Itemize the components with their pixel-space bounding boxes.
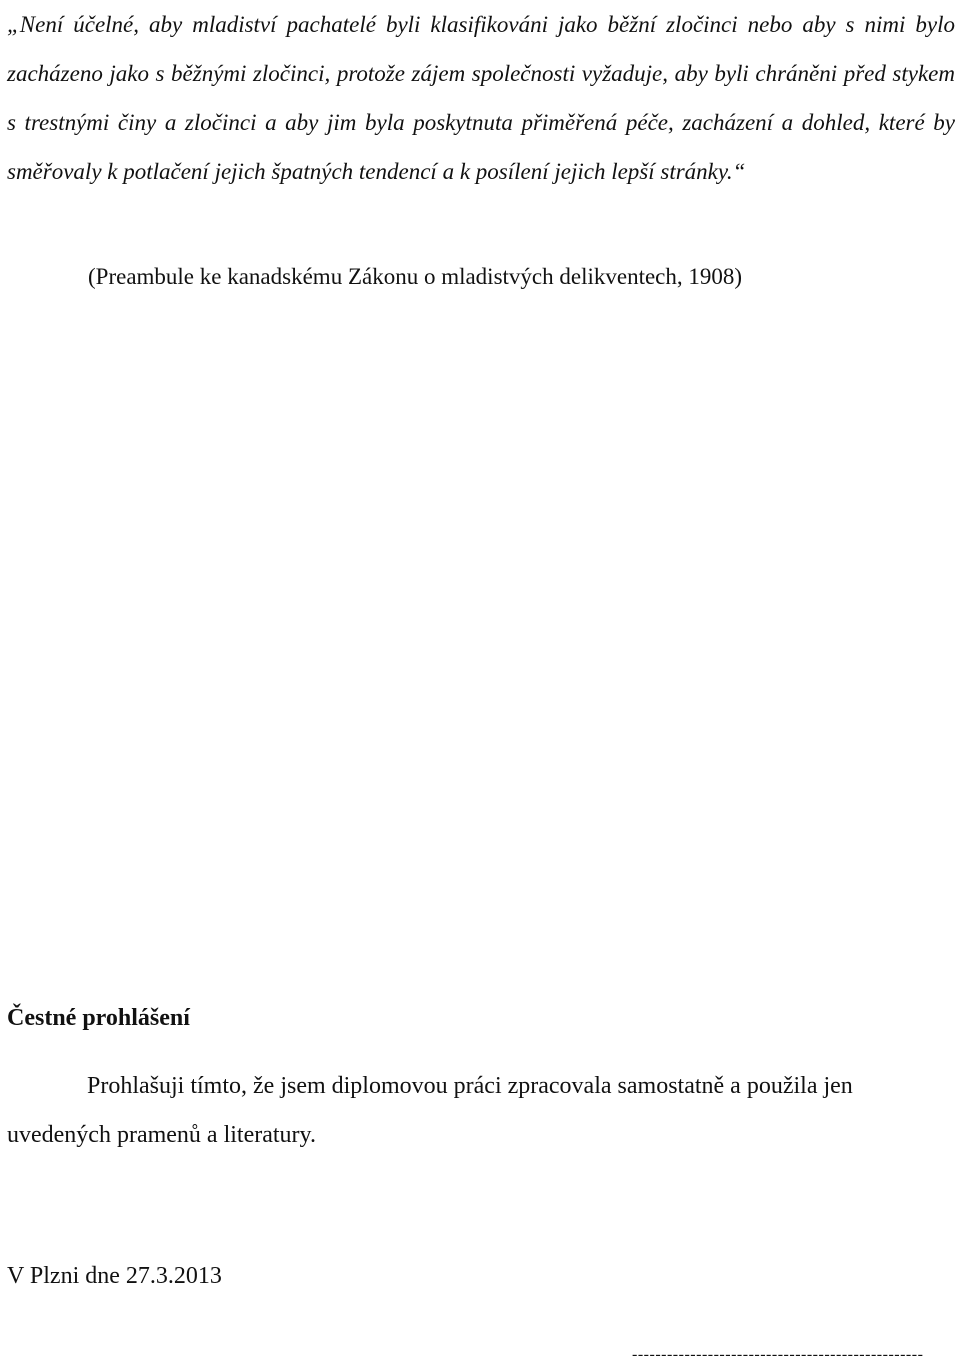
- declaration-heading: Čestné prohlášení: [7, 1005, 190, 1031]
- declaration-text: Prohlašuji tímto, že jsem diplomovou práci zpracovala samostatně a použila jen uvedených pramenů a literatury.: [7, 1073, 853, 1148]
- signature-line: --------------------------------------------------: [632, 1346, 924, 1363]
- epigraph-source: (Preambule ke kanadskému Zákonu o mladistvých delikventech, 1908): [88, 264, 743, 289]
- place-and-date: V Plzni dne 27.3.2013: [7, 1263, 222, 1289]
- epigraph-quote: „Není účelné, aby mladiství pachatelé byli klasifikováni jako běžní zločinci nebo aby s nimi bylo zacházeno jako s běžnými zločinci, protože zájem společnosti vyžaduje, aby byli chráněni před stykem s trestnými činy a zločinci a aby jim byla poskytnuta přiměřená péče, zacházení a dohled, které by směřovaly k potlačení jejich špatných tendencí a k posílení jejich lepší stránky.“: [7, 12, 955, 184]
